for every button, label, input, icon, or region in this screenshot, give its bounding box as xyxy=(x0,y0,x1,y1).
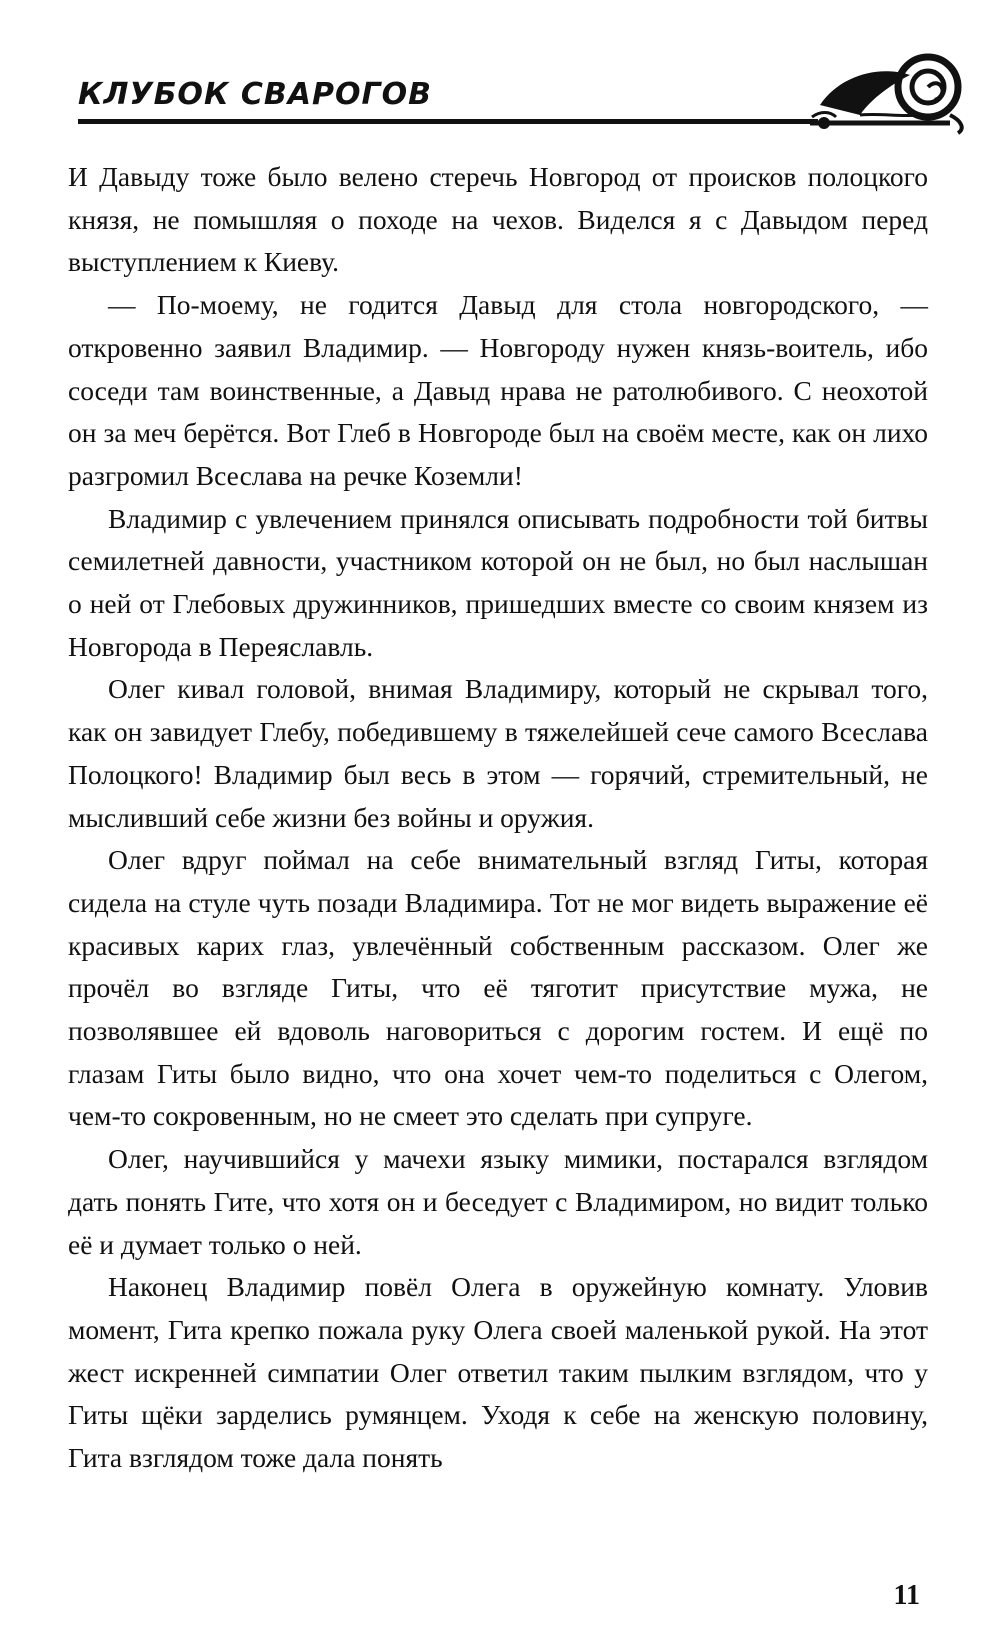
paragraph: Наконец Владимир повёл Олега в оружейную комнату. Уловив момент, Гита крепко пожала руку Олега своей маленькой рукой. На этот жест искренней симпатии Олег ответил таким пылким взглядом, что у Гиты щёки зарделись румянцем. Уходя к себе на женскую половину, Гита взглядом тоже дала понять xyxy=(68,1271,928,1474)
scroll-ornament-icon xyxy=(800,45,970,135)
paragraph: И Давыду тоже было велено стеречь Новгород от происков полоцкого князя, не помышляя о походе на чехов. Виделся я с Давыдом перед выступлением к Киеву. xyxy=(68,161,928,278)
running-header xyxy=(70,45,950,135)
paragraph: — По-моему, не годится Давыд для стола новгородского, — откровенно заявил Владимир. — Новгороду нужен князь-воитель, ибо соседи там воинственные, а Давыд нрава не ратолюбивого. С неохотой он за меч берётся. Вот Глеб в Новгороде был на своём месте, как он лихо разгромил Всеслава на речке Коземли! xyxy=(68,289,928,491)
header-rule xyxy=(78,119,818,124)
header-title: КЛУБОК СВАРОГОВ xyxy=(78,77,432,112)
paragraph: Олег вдруг поймал на себе внимательный взгляд Гиты, которая сидела на стуле чуть позади Владимира. Тот не мог видеть выражение её красивых карих глаз, увлечённый собственным рассказом. Олег же прочёл во взгляде Гиты, что её тяготит присутствие мужа, не позволявшее ей вдоволь наговориться с дорогим гостем. И ещё по глазам Гиты было видно, что она хочет чем-то поделиться с Олегом, чем-то сокровенным, но не смеет это сделать при супруге. xyxy=(68,844,928,1132)
page-number: 11 xyxy=(893,1580,920,1611)
paragraph: Олег, научившийся у мачехи языку мимики, постарался взглядом дать понять Гите, что хотя он и беседует с Владимиром, но видит только её и думает только о ней. xyxy=(68,1143,928,1260)
paragraph: Олег кивал головой, внимая Владимиру, который не скрывал того, как он завидует Глебу, победившему в тяжелейшей сече самого Всеслава Полоцкого! Владимир был весь в этом — горячий, стремительный, не мысливший себе жизни без войны и оружия. xyxy=(68,673,928,833)
body-text xyxy=(68,156,928,1480)
paragraph: Владимир с увлечением принялся описывать подробности той битвы семилетней давности, участником которой он не был, но был наслышан о ней от Глебовых дружинников, пришедших вместе со своим князем из Новгорода в Переяславль. xyxy=(68,502,928,662)
